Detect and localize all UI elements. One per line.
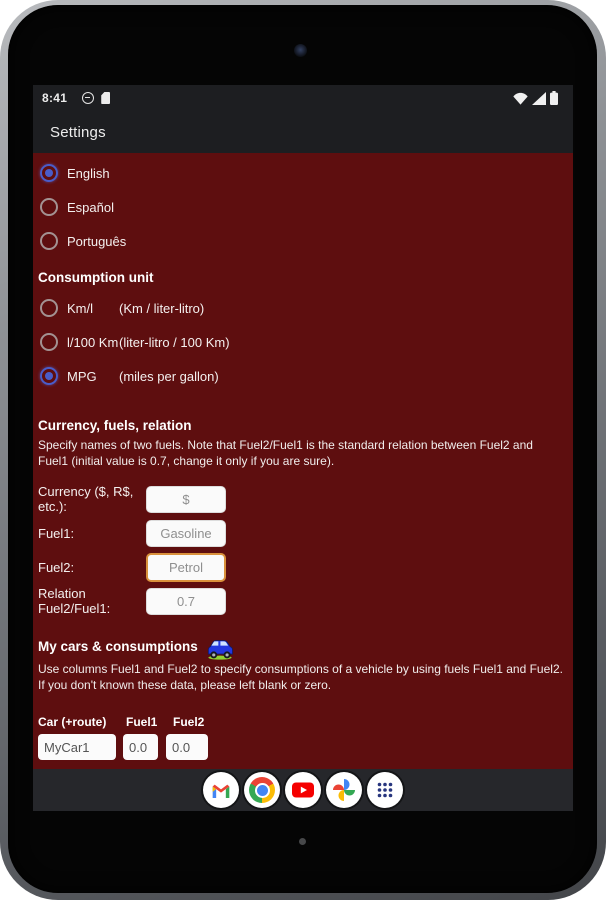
front-camera-icon: [294, 44, 307, 57]
radio-label: Km/l: [67, 300, 93, 316]
consumption-unit-group: [33, 291, 573, 393]
column-header-car: Car (+route): [38, 715, 107, 729]
blue-car-icon: [205, 634, 235, 660]
youtube-icon[interactable]: [285, 772, 321, 808]
wifi-icon: [513, 92, 528, 105]
radio-label: MPG: [67, 368, 97, 384]
cell-signal-icon: [532, 92, 546, 105]
fuel2-field-label: Fuel2:: [38, 559, 75, 575]
radio-icon[interactable]: [40, 333, 58, 351]
app-bar: [33, 111, 573, 153]
relation-field-label: Relation Fuel2/Fuel1:: [38, 586, 111, 616]
column-header-fuel1: Fuel1: [126, 715, 158, 729]
car-name-input[interactable]: [38, 734, 116, 760]
radio-hint: (miles per gallon): [119, 368, 219, 384]
consumption-unit-heading: Consumption unit: [38, 270, 154, 285]
cars-table-header: [33, 715, 573, 730]
tablet-bezel: [8, 5, 597, 893]
field-row-fuel2: [33, 550, 573, 584]
page-title: Settings: [50, 123, 106, 141]
radio-option-espanol[interactable]: [33, 190, 573, 224]
radio-icon[interactable]: [40, 299, 58, 317]
car-fuel1-input[interactable]: [123, 734, 158, 760]
screenshot-icon: [101, 92, 110, 104]
radio-option-mpg[interactable]: [33, 359, 573, 393]
radio-hint: (Km / liter-litro): [119, 300, 205, 316]
currency-heading: Currency, fuels, relation: [38, 418, 192, 433]
radio-label: l/100 Km: [67, 334, 119, 350]
dock-bar: [33, 769, 573, 811]
clock: 8:41: [42, 91, 68, 105]
cars-description: Use columns Fuel1 and Fuel2 to specify consumptions of a vehicle by using fuels Fuel1 and Fuel2. If you don't known these data, please left blank or zero.: [38, 662, 563, 692]
field-row-currency: [33, 482, 573, 516]
radio-icon[interactable]: [40, 198, 58, 216]
currency-field-label: Currency ($, R$, etc.):: [38, 484, 134, 514]
radio-selected-icon[interactable]: [40, 164, 58, 182]
radio-label: English: [67, 165, 110, 181]
radio-label: Español: [67, 199, 114, 215]
settings-content: [33, 153, 573, 811]
currency-input[interactable]: [146, 486, 226, 513]
currency-fields: [33, 482, 573, 618]
fuel1-input[interactable]: [146, 520, 226, 547]
app-drawer-icon[interactable]: [367, 772, 403, 808]
cars-heading: My cars & consumptions: [38, 639, 198, 654]
radio-label: Português: [67, 233, 127, 249]
google-photos-icon[interactable]: [326, 772, 362, 808]
battery-icon: [550, 91, 558, 105]
bottom-camera-icon: [299, 838, 306, 845]
cars-heading-row: [33, 634, 573, 660]
radio-option-portugues[interactable]: [33, 224, 573, 258]
radio-option-kml[interactable]: [33, 291, 573, 325]
gmail-icon[interactable]: [203, 772, 239, 808]
fuel1-field-label: Fuel1:: [38, 525, 75, 541]
column-header-fuel2: Fuel2: [173, 715, 205, 729]
radio-selected-icon[interactable]: [40, 367, 58, 385]
radio-icon[interactable]: [40, 232, 58, 250]
relation-input[interactable]: [146, 588, 226, 615]
status-bar: [33, 85, 573, 111]
field-row-relation: [33, 584, 573, 618]
radio-option-l100km[interactable]: [33, 325, 573, 359]
language-group: [33, 156, 573, 258]
field-row-fuel1: [33, 516, 573, 550]
car-table-row: [33, 734, 573, 760]
sync-icon: [82, 92, 94, 104]
radio-option-english[interactable]: [33, 156, 573, 190]
screen: [33, 85, 573, 811]
car-fuel2-input[interactable]: [166, 734, 208, 760]
chrome-icon[interactable]: [244, 772, 280, 808]
fuel2-input[interactable]: [146, 553, 226, 582]
radio-hint: (liter-litro / 100 Km): [119, 334, 230, 350]
currency-description: Specify names of two fuels. Note that Fuel2/Fuel1 is the standard relation between Fuel2 and Fuel1 (initial value is 0.7, change it only if you are sure).: [38, 438, 533, 468]
